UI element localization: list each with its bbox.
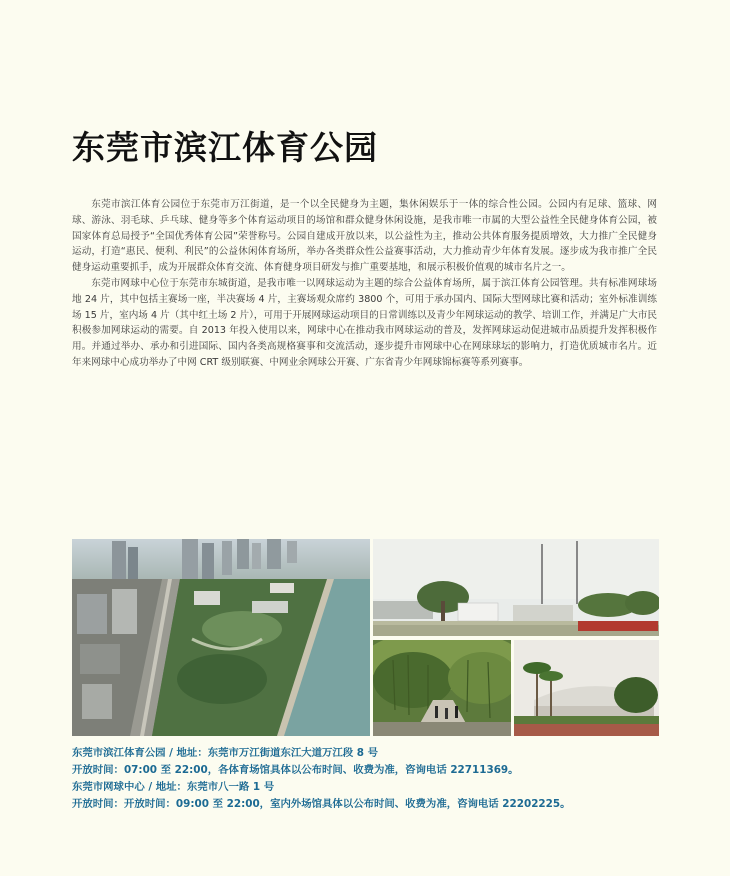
- park-entrance-photo: [373, 539, 659, 636]
- page-title: 东莞市滨江体育公园: [72, 128, 378, 167]
- tennis-center-address: 东莞市网球中心 / 地址：东莞市八一路 1 号: [72, 781, 275, 793]
- aerial-park-photo: [72, 539, 370, 736]
- park-hours: 开放时间：07:00 至 22:00，各体育场馆具体以公布时间、收费为准，咨询电话 22711369。: [72, 764, 519, 776]
- tennis-center-hours: 开放时间：开放时间：09:00 至 22:00，室内外场馆具体以公布时间、收费为准，咨询电话 22202225。: [72, 798, 571, 810]
- walkway-photo: [373, 640, 511, 736]
- paragraph-tennis-center: 东莞市网球中心位于东莞市东城街道，是我市唯一以网球运动为主题的综合公益体育场所，属于滨江体育公园管理。共有标准网球场地 24 片，其中包括主赛场一座，半决赛场 4 片，主赛场观众席约 3800 个，可用于承办国内、国际大型网球比赛和活动；室外标准训练场 15 片，室内场 4 片（其中红土场 2 片），可用于开展网球运动项目的日常训练以及青少年网球运动的教学、培训工作，并满足广大市民积极参加网球运动的需要。自 2013 年投入使用以来，网球中心在推动我市网球运动的普及，发挥网球运动促进城市品质提升发挥积极作用。并通过举办、承办和引进国际、国内各类高规格赛事和交流活动，逐步提升市网球中心在网球球坛的影响力，打造优质城市名片。近年来网球中心成功举办了中网 CRT 级别联赛、中网业余网球公开赛、广东省青少年网球锦标赛等系列赛事。: [72, 277, 657, 368]
- tennis-center-photo: [514, 640, 659, 736]
- park-address: 东莞市滨江体育公园 / 地址：东莞市万江街道东江大道万江段 8 号: [72, 747, 379, 759]
- address-info: [72, 745, 672, 813]
- paragraph-park: 东莞市滨江体育公园位于东莞市万江街道，是一个以全民健身为主题，集休闲娱乐于一体的综合性公园。公园内有足球、篮球、网球、游泳、羽毛球、乒乓球、健身等多个体育运动项目的场馆和群众健身休闲设施，是我市唯一市属的大型公益性全民健身体育公园，被国家体育总局授予“全国优秀体育公园”荣誉称号。公园自建成开放以来，以公益性为主，推动公共体育服务提质增效，大力推广全民健身运动，打造“惠民、便利、利民”的公益休闲体育场所，举办各类群众性公益赛事活动，大力推动青少年体育发展。逐步成为我市推广全民健身运动重要抓手，成为开展群众体育交流、体育健身项目研发与推广重要基地，和展示积极价值观的城市名片之一。: [72, 199, 657, 274]
- article-body: [72, 197, 657, 371]
